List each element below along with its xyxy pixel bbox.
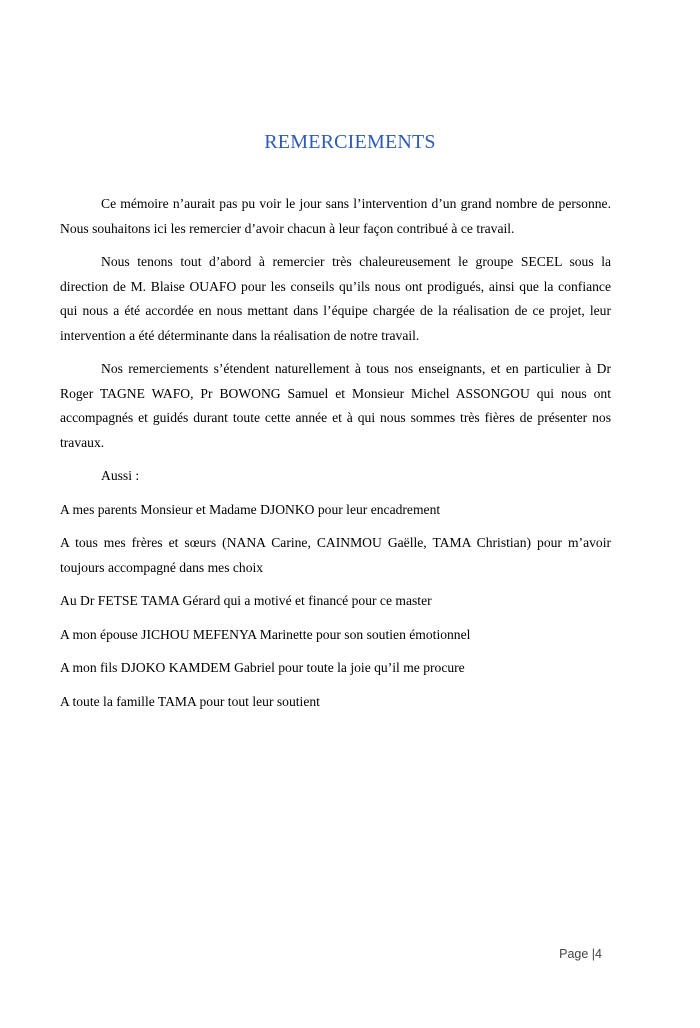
document-body xyxy=(60,192,611,723)
dedication-family: A toute la famille TAMA pour tout leur soutient xyxy=(60,693,320,709)
dedication-son: A mon fils DJOKO KAMDEM Gabriel pour toute la joie qu’il me procure xyxy=(60,660,465,675)
paragraph-intro: Ce mémoire n’aurait pas pu voir le jour sans l’intervention d’un grand nombre de personne. Nous souhaitons ici les remercier d’avoir chacun à leur façon contribué à ce travail. xyxy=(60,196,611,236)
page-number: Page |4 xyxy=(559,947,602,961)
dedication-siblings: A tous mes frères et sœurs (NANA Carine, CAINMOU Gaëlle, TAMA Christian) pour m’avoir toujours accompagné dans mes choix xyxy=(60,535,611,575)
dedication-spouse: A mon épouse JICHOU MEFENYA Marinette pour son soutien émotionnel xyxy=(60,626,471,642)
dedication-parents: A mes parents Monsieur et Madame DJONKO pour leur encadrement xyxy=(60,501,441,517)
paragraph-secel: Nous tenons tout d’abord à remercier très chaleureusement le groupe SECEL sous la direction de M. Blaise OUAFO pour les conseils qu’ils nous ont prodigués, ainsi que la confiance qui nous a été accordée en nous mettant dans l’équipe chargée de la réalisation de ce projet, leur intervention a été déterminante dans la réalisation de notre travail. xyxy=(60,254,611,343)
dedication-dr-fetse: Au Dr FETSE TAMA Gérard qui a motivé et financé pour ce master xyxy=(60,593,432,608)
paragraph-teachers: Nos remerciements s’étendent naturellement à tous nos enseignants, et en particulier à Dr Roger TAGNE WAFO, Pr BOWONG Samuel et Monsieur Michel ASSONGOU qui nous ont accompagnés et guidés durant toute cette année et à qui nous sommes très fières de présenter nos travaux. xyxy=(60,361,611,450)
paragraph-aussi: Aussi : xyxy=(101,468,140,483)
page-title: REMERCIEMENTS xyxy=(264,131,436,153)
